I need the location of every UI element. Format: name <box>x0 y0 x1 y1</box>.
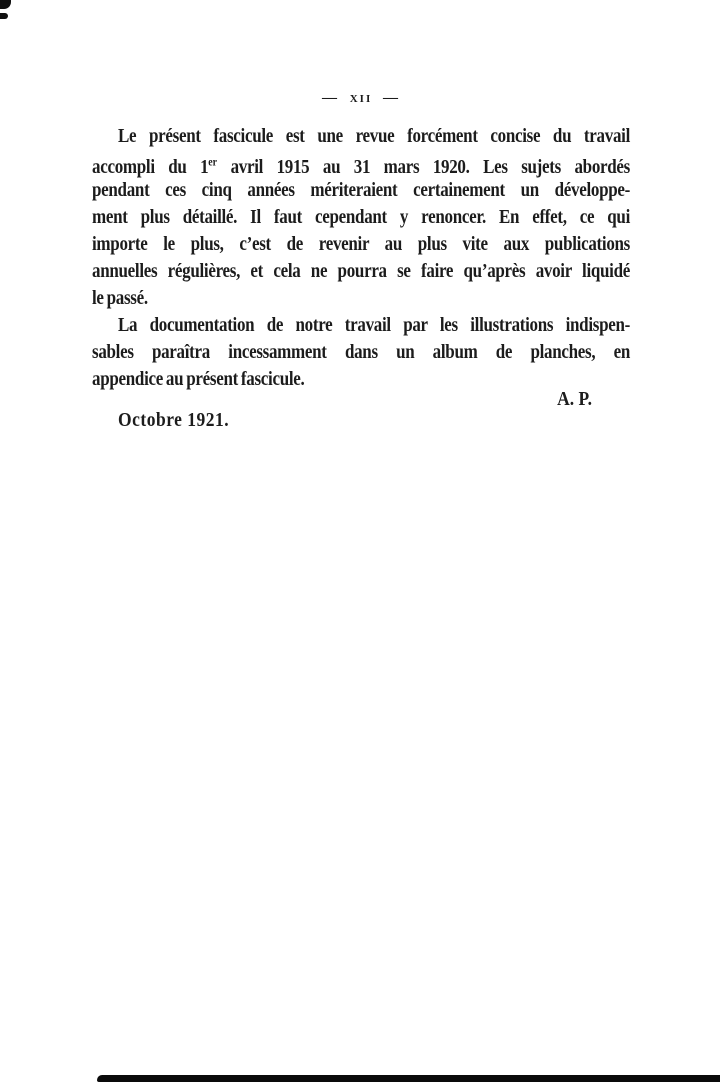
body-text <box>92 122 630 392</box>
text-line: sables paraîtra incessamment dans un album de planches, en <box>92 340 630 363</box>
text-line: importe le plus, c’est de revenir au plus vite aux publications <box>92 232 630 255</box>
text-line: Le présent fascicule est une revue forcément concise du travail <box>118 124 630 147</box>
text-line: La documentation de notre travail par les illustrations indispen- <box>118 313 630 336</box>
text-line: annuelles régulières, et cela ne pourra se faire qu’après avoir liquidé <box>92 259 630 282</box>
text-line: accompli du 1er avril 1915 au 31 mars 1920. Les sujets abordés <box>92 155 630 178</box>
scan-artifact-corner-mark-small <box>0 13 8 19</box>
page-number: — xii — <box>321 90 400 106</box>
date-line: Octobre 1921. <box>118 407 230 431</box>
paragraph <box>92 311 630 392</box>
text-line: appendice au présent fascicule. <box>92 367 305 390</box>
text-line: pendant ces cinq années mériteraient certainement un développe- <box>92 178 630 201</box>
scan-artifact-corner-mark <box>0 0 11 9</box>
text-line: ment plus détaillé. Il faut cependant y renoncer. En effet, ce qui <box>92 205 630 228</box>
text-line: le passé. <box>92 286 148 309</box>
scan-artifact-bottom-bar <box>97 1075 720 1082</box>
scanned-page <box>92 88 630 433</box>
author-initials: A. P. <box>557 386 592 410</box>
paragraph <box>92 122 630 311</box>
